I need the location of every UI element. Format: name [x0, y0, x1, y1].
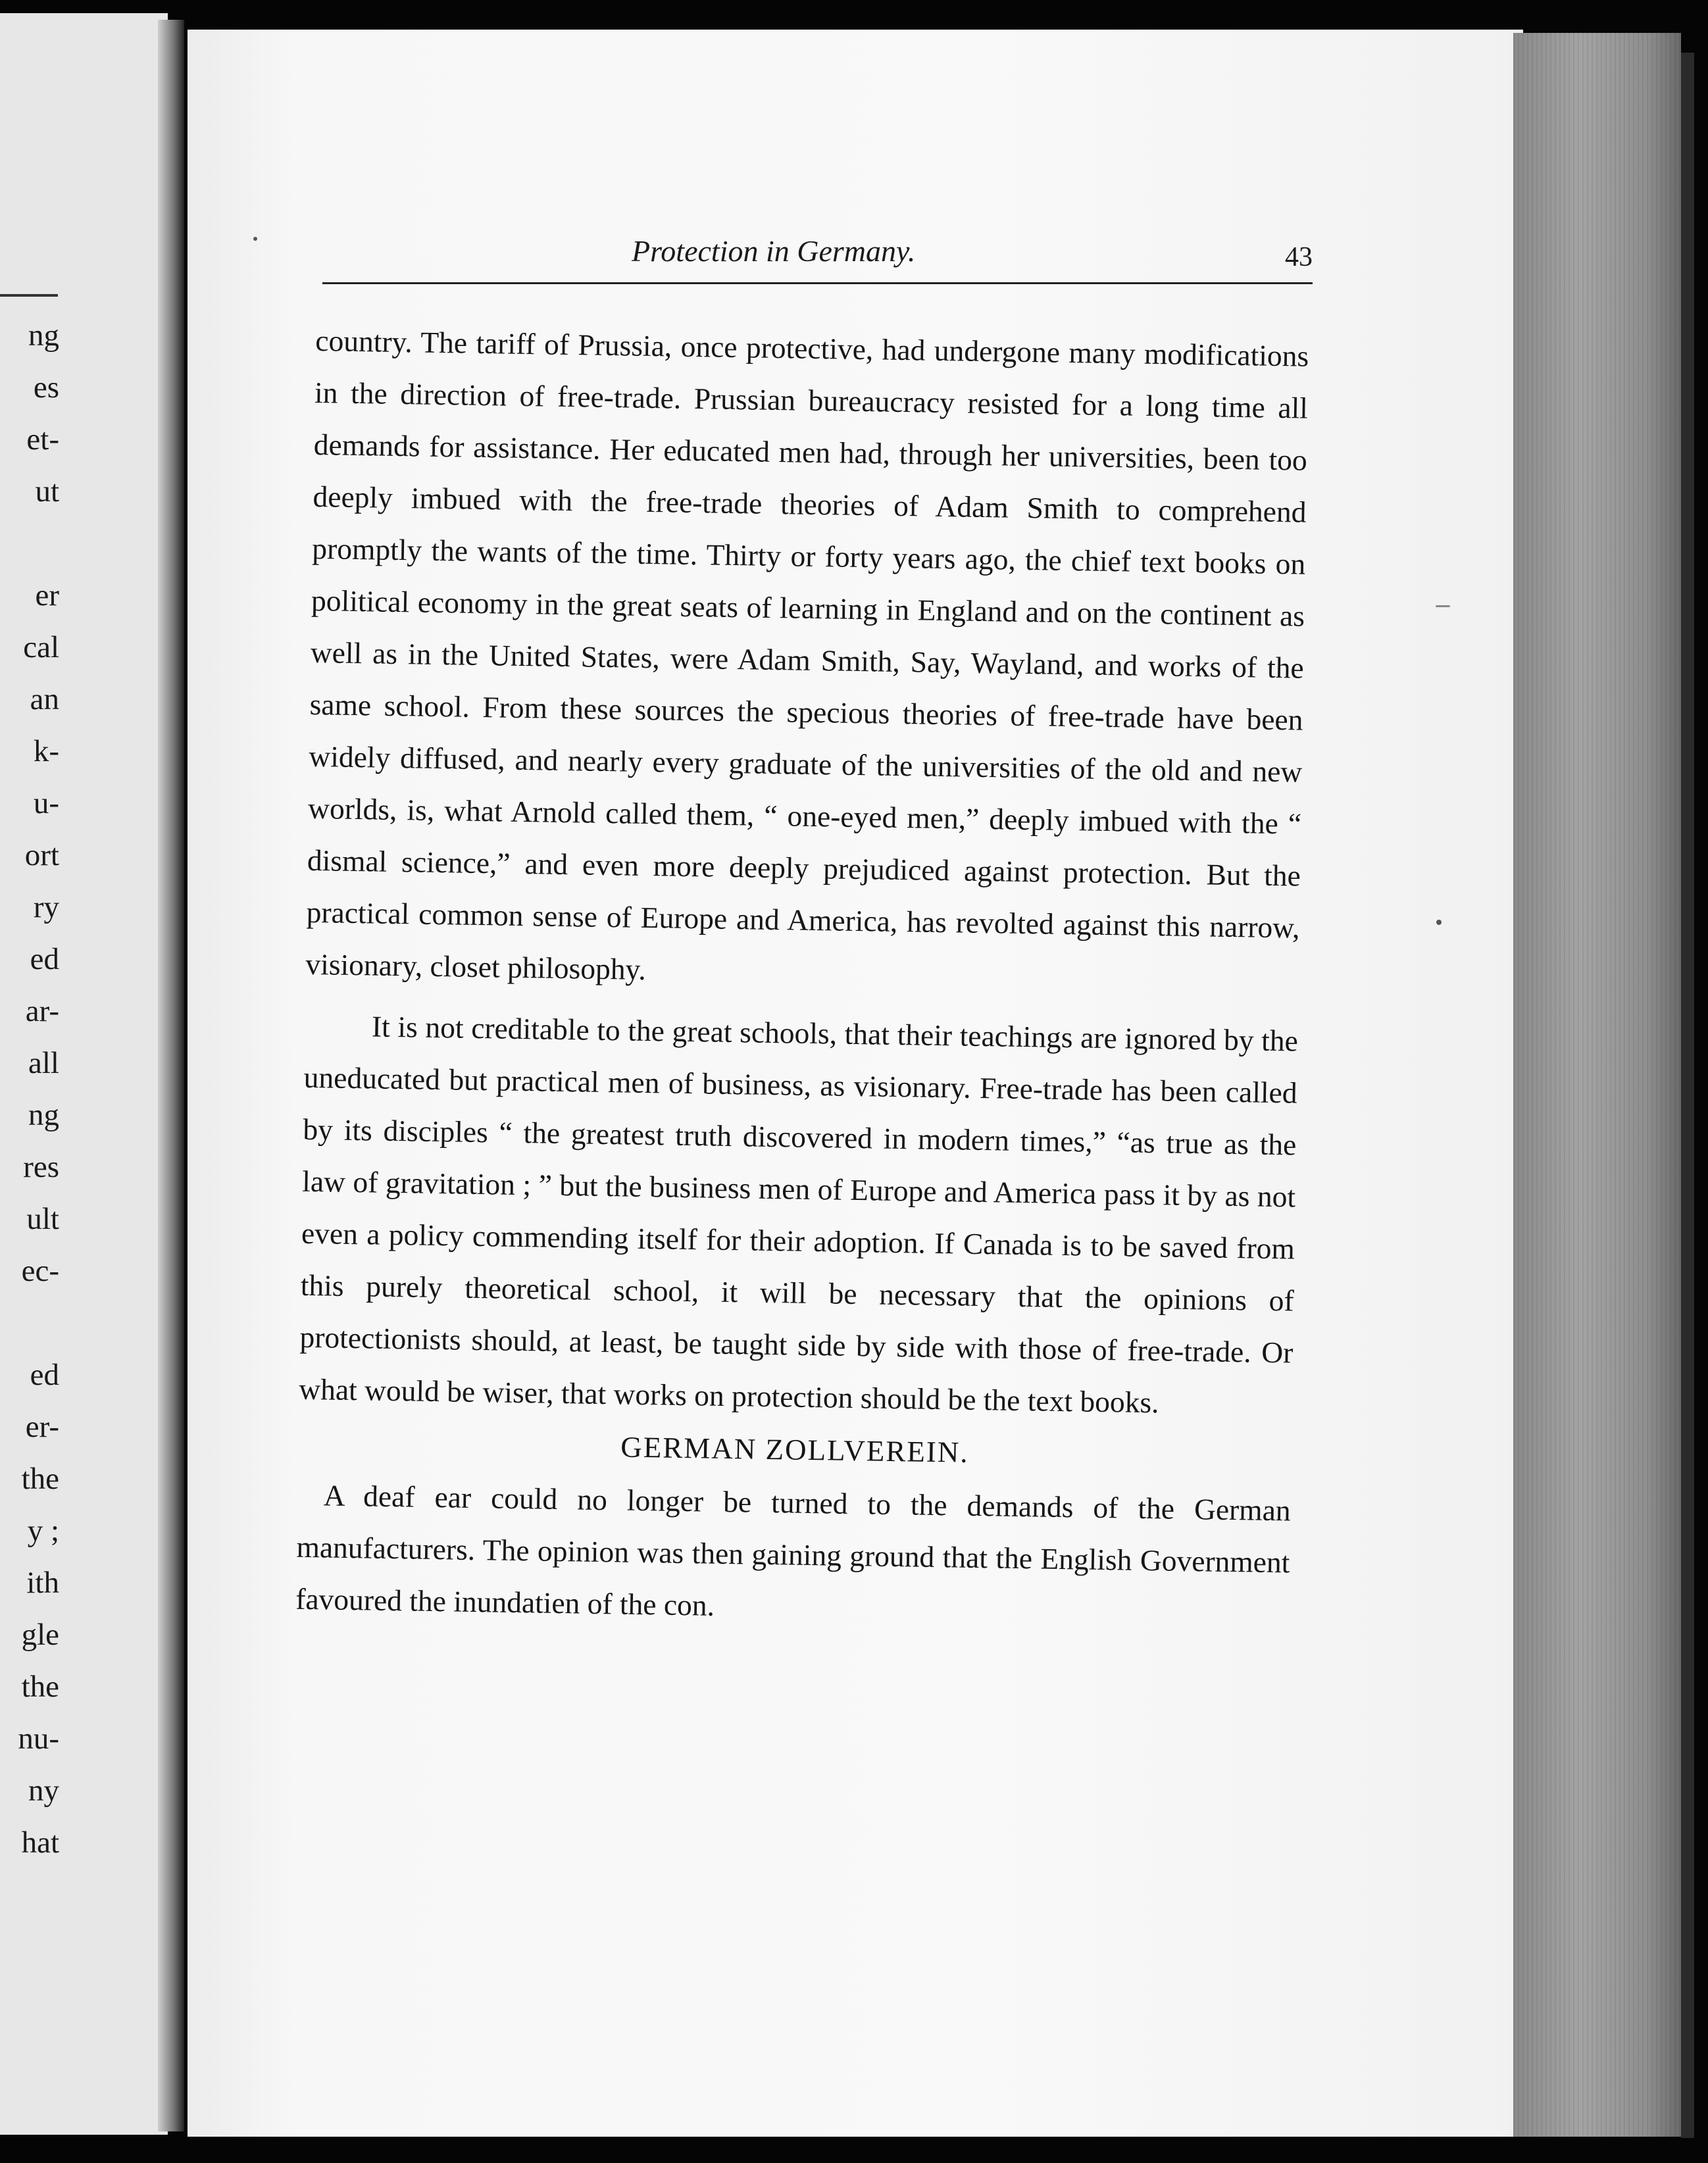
facing-page-fragment: ry — [33, 890, 59, 924]
facing-page-fragment: the — [21, 1670, 59, 1704]
paragraph: country. The tariff of Prussia, once protective, had undergone many modifications in the direction of free-trade. Prussian bureaucracy resisted for a long time all demands for assistance. Her educated men had, through her universities, been too deeply imbued with the free-trade theories of Adam Smith to comprehend promptly the wants of the time. Thirty or forty years ago, the chief text books on political economy in the great seats of learning in England and on the continent as well as in the United States, were Adam Smith, Say, Wayland, and works of the same school. From these sources the specious theories of free-trade have been widely diffused, and nearly every graduate of the universities of the old and new worlds, is, what Arnold called them, “ one-eyed men,” deeply imbued with the “ dismal science,” and even more deeply prejudiced against protection. But the practical common sense of Europe and America, has revolted against this narrow, visionary, closet philosophy. — [305, 323, 1309, 987]
facing-page-rule — [0, 294, 58, 297]
section-heading: GERMAN ZOLLVEREIN. — [620, 1430, 970, 1469]
facing-page — [0, 13, 168, 2135]
page-header — [322, 227, 1313, 286]
facing-page-fragment: u- — [33, 786, 59, 820]
paragraph: A deaf ear could no longer be turned to the demands of the German manufacturers. The opinion was then gaining ground that the English Government favoured the inundatien of the con. — [295, 1478, 1292, 1622]
page-body — [295, 314, 1309, 1640]
header-rule — [322, 282, 1313, 284]
facing-page-fragment: ny — [28, 1774, 59, 1808]
facing-page-fragment: y ; — [27, 1514, 59, 1548]
facing-page-fragment: res — [23, 1150, 59, 1184]
facing-page-fragment: gle — [21, 1618, 59, 1652]
facing-page-fragment: an — [30, 682, 59, 716]
facing-page-fragment: all — [28, 1046, 59, 1080]
facing-page-fragment: ar- — [25, 994, 59, 1028]
facing-page-fragment: et- — [26, 422, 59, 457]
running-head: Protection in Germany. — [632, 234, 916, 268]
facing-page-fragment: ng — [28, 1098, 59, 1132]
book-cover-edge — [1681, 53, 1694, 2138]
facing-page-fragment: ort — [24, 838, 59, 872]
facing-page-fragment: er — [35, 578, 59, 612]
facing-page-fragment: hat — [21, 1826, 59, 1860]
facing-page-fragment: er- — [25, 1410, 59, 1444]
ink-speck — [253, 237, 257, 241]
facing-page-fragment: ed — [30, 942, 59, 976]
facing-page-fragment: k- — [33, 734, 59, 768]
facing-page-fragment: nu- — [18, 1722, 59, 1756]
facing-page-fragment: ng — [28, 318, 59, 353]
page-number: 43 — [1285, 242, 1313, 272]
facing-page-fragment: ult — [26, 1202, 59, 1236]
ink-speck — [1436, 605, 1450, 607]
book-page-edges — [1513, 33, 1681, 2137]
ink-speck — [1436, 920, 1442, 925]
facing-page-fragment: ut — [35, 474, 59, 509]
facing-page-fragment: the — [21, 1462, 59, 1496]
paragraph: It is not creditable to the great schools, that their teachings are ignored by the uneducated but practical men of business, as visionary. Free-trade has been called by its disciples “ the greatest truth discovered in modern times,” “as true as the law of gravitation ; ” but the business men of Europe and America pass it by as not even a policy commending itself for their adoption. If Canada is to be saved from this purely theoretical school, it will be necessary that the opinions of protectionists should, at least, be taught side by side with those of free-trade. Or what would be wiser, that works on protection should be the text books. — [298, 1009, 1299, 1420]
facing-page-fragment: es — [33, 370, 59, 405]
gutter-shadow — [158, 20, 184, 2131]
facing-page-fragment: ec- — [21, 1254, 59, 1288]
facing-page-fragment: cal — [23, 630, 59, 664]
facing-page-fragment: ith — [26, 1566, 59, 1600]
facing-page-fragment: ed — [30, 1358, 59, 1392]
